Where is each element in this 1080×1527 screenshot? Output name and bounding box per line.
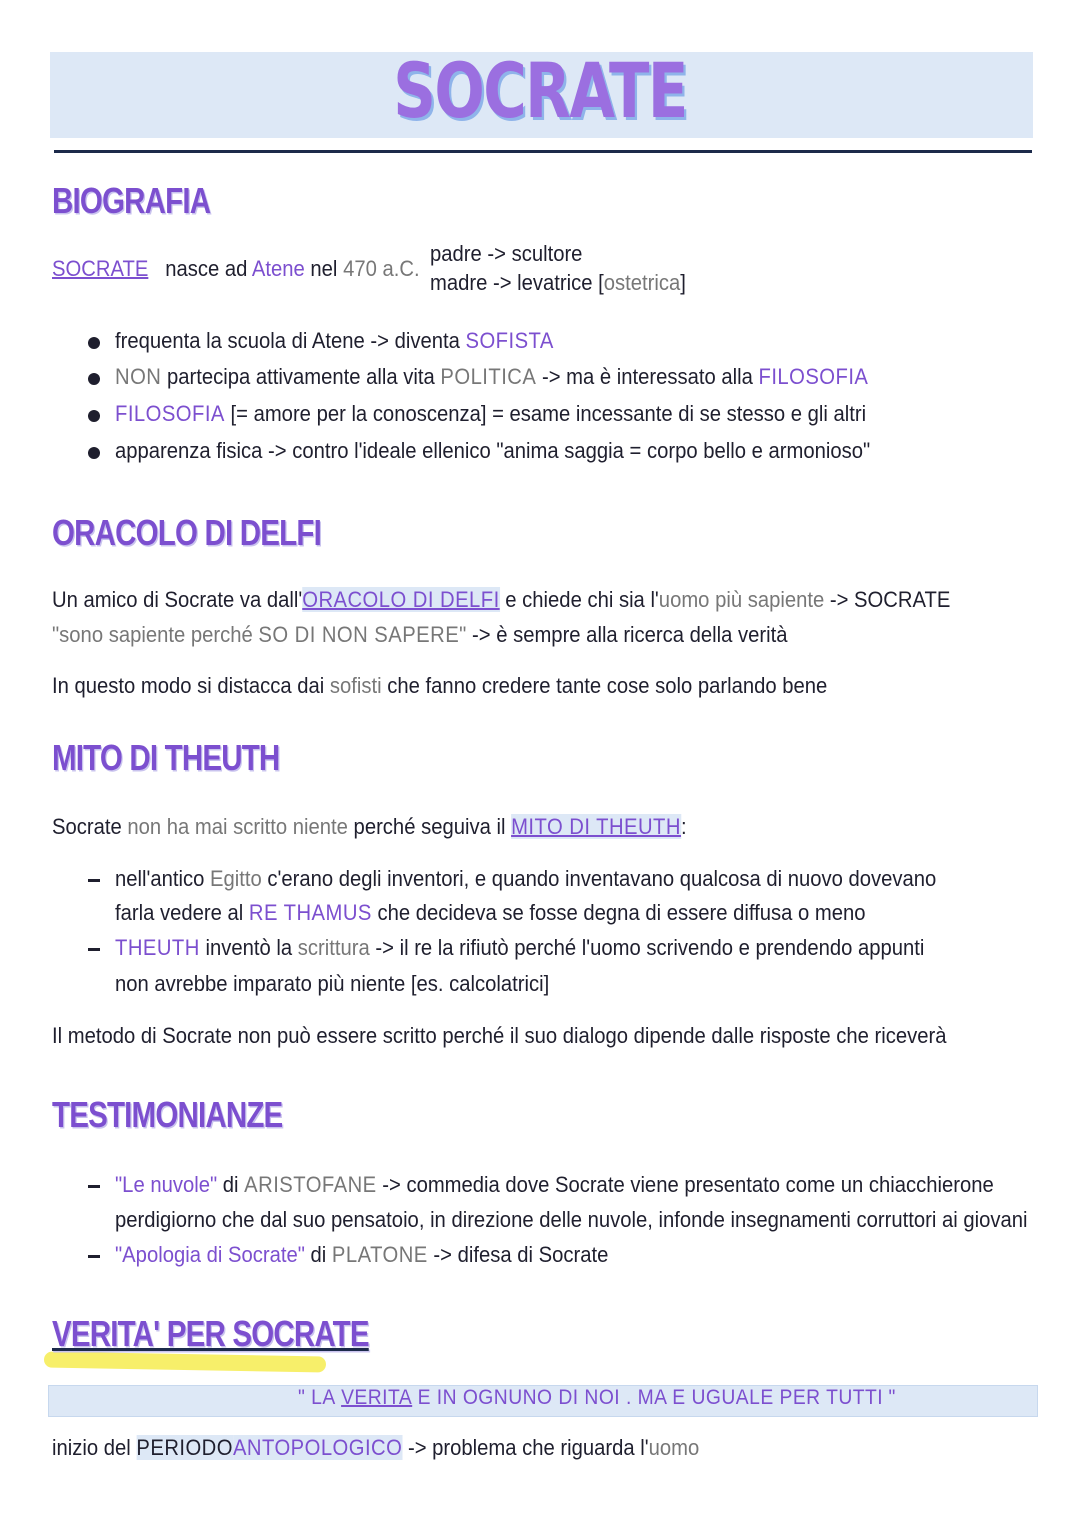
mito-dash-2a: [115, 935, 924, 961]
mito-dash-2b: non avrebbe imparato più niente [es. calcolatrici]: [115, 971, 550, 996]
term-uomo-sapiente: uomo più sapiente: [658, 587, 825, 612]
bio-bullet-2-text: partecipa attivamente alla vita: [166, 364, 435, 389]
heading-verita-text: VERITA' PER SOCRATE: [52, 1313, 369, 1354]
quote-close: ": [459, 622, 467, 647]
mito-dash-1b-text2: che decideva se fosse degna di essere diffusa o meno: [377, 900, 866, 925]
page-title: SOCRATE: [393, 46, 687, 135]
bio-bullet-2: [115, 364, 868, 390]
heading-verita: [52, 1313, 438, 1355]
subject-socrate: SOCRATE: [52, 256, 149, 281]
term-non-scritto: non ha mai scritto niente: [127, 814, 348, 839]
mito-dash-1b: [115, 900, 865, 926]
verita-last-text: inizio del: [52, 1435, 131, 1460]
bio-bullet-1: [115, 328, 554, 354]
oracolo-line-2: [52, 622, 788, 648]
testimonianze-di: di: [310, 1242, 327, 1267]
term-filosofia: FILOSOFIA: [758, 364, 869, 389]
term-filosofia: FILOSOFIA: [115, 401, 225, 426]
work-le-nuvole: "Le nuvole": [115, 1172, 218, 1197]
mito-line-1: [52, 814, 687, 840]
parent-mother-close: ]: [680, 270, 686, 295]
term-scrittura: scrittura: [297, 935, 370, 960]
heading-mito: [52, 737, 329, 779]
heading-testimonianze: [52, 1094, 333, 1136]
oracolo-line-1: [52, 587, 950, 613]
parent-mother-text: madre -> levatrice [: [430, 270, 604, 295]
heading-oracolo: [52, 512, 380, 554]
oracolo-line-1-text: Un amico di Socrate va dall': [52, 587, 303, 612]
heading-mito-text: MITO DI THEUTH: [52, 737, 280, 778]
oracolo-line-3: [52, 673, 827, 699]
bio-intro-text2: nel: [310, 256, 338, 281]
bio-intro: [52, 256, 420, 282]
birth-year: 470 a.C.: [343, 256, 420, 281]
oracolo-answer: -> SOCRATE: [829, 587, 951, 612]
bio-bullet-3-text: [= amore per la conoscenza] = esame incessante di se stesso e gli altri: [230, 401, 867, 426]
term-re-thamus: RE THAMUS: [248, 900, 372, 925]
term-periodo: PERIODO: [136, 1435, 233, 1460]
term-mito-theuth: MITO DI THEUTH: [511, 814, 681, 839]
term-so-di-non-sapere: SO DI NON SAPERE: [258, 622, 460, 647]
work-apologia: "Apologia di Socrate": [115, 1242, 305, 1267]
mito-dash-1a: [115, 866, 936, 892]
bio-bullet-3: [115, 401, 866, 427]
term-egitto: Egitto: [210, 866, 262, 891]
place-atene: Atene: [251, 256, 305, 281]
quote-sapiente: "sono sapiente perché: [52, 622, 253, 647]
mito-dash-2a-text: inventò la: [205, 935, 293, 960]
testimonianze-dash-1a: [115, 1172, 994, 1198]
term-sofista: SOFISTA: [465, 328, 554, 353]
bio-bullet-4: apparenza fisica -> contro l'ideale ellenico "anima saggia = corpo bello e armonioso": [115, 438, 871, 463]
term-oracolo: ORACOLO DI DELFI: [302, 587, 500, 612]
dash-marker: [88, 948, 100, 951]
term-uomo: uomo: [648, 1435, 700, 1460]
bio-bullet-1-text: frequenta la scuola di Atene -> diventa: [115, 328, 460, 353]
oracolo-line-1-text2: e chiede chi sia l': [505, 587, 659, 612]
mito-dash-1a-text2: c'erano degli inventori, e quando inventavano qualcosa di nuovo dovevano: [267, 866, 937, 891]
mito-line-1-text: Socrate: [52, 814, 122, 839]
bullet-dot: [88, 337, 100, 349]
testimonianze-dash-1a-text: -> commedia dove Socrate viene presentato come un chiacchierone: [382, 1172, 994, 1197]
dash-marker: [88, 879, 100, 882]
term-non: NON: [115, 364, 162, 389]
heading-testimonianze-text: TESTIMONIANZE: [52, 1094, 283, 1135]
term-sofisti: sofisti: [329, 673, 382, 698]
bio-intro-text1: nasce ad: [165, 256, 248, 281]
testimonianze-dash-2: [115, 1242, 608, 1268]
author-platone: PLATONE: [331, 1242, 428, 1267]
mito-line-1-text2: perché seguiva il: [353, 814, 506, 839]
author-aristofane: ARISTOFANE: [244, 1172, 377, 1197]
bullet-dot: [88, 373, 100, 385]
title-divider: [54, 150, 1032, 153]
oracolo-line-3-text2: che fanno credere tante cose solo parlando bene: [387, 673, 828, 698]
quote-close-mark: ": [888, 1386, 896, 1409]
term-politica: POLITICA: [440, 364, 537, 389]
mito-dash-2a-text2: -> il re la rifiutò perché l'uomo scrivendo e prendendo appunti: [375, 935, 925, 960]
parent-mother-note: ostetrica: [603, 270, 681, 295]
verita-last-text2: -> problema che riguarda l': [407, 1435, 649, 1460]
verita-last-line: [52, 1435, 699, 1461]
mito-dash-1a-text: nell'antico: [115, 866, 205, 891]
dash-marker: [88, 1255, 100, 1258]
parent-father: padre -> scultore: [430, 241, 583, 266]
mito-line-2: Il metodo di Socrate non può essere scritto perché il suo dialogo dipende dalle risposte che riceverà: [52, 1023, 947, 1048]
oracolo-line-3-text: In questo modo si distacca dai: [52, 673, 325, 698]
testimonianze-dash-1b: perdigiorno che dal suo pensatoio, in direzione delle nuvole, infonde insegnamenti corruttori ai giovani: [115, 1207, 1028, 1232]
quote-body: E IN OGNUNO DI NOI . MA E UGUALE PER TUTTI: [417, 1386, 884, 1409]
bio-bullet-2-text2: -> ma è interessato alla: [541, 364, 753, 389]
parent-mother: [430, 270, 686, 296]
term-theuth: THEUTH: [115, 935, 200, 960]
oracolo-line-2-text: -> è sempre alla ricerca della verità: [472, 622, 788, 647]
heading-biografia-text: BIOGRAFIA: [52, 180, 211, 221]
bullet-dot: [88, 410, 100, 422]
testimonianze-di: di: [222, 1172, 239, 1197]
quote-verita: VERITA: [341, 1386, 413, 1409]
dash-marker: [88, 1185, 100, 1188]
verita-quote: [298, 1386, 895, 1410]
term-antropologico: ANTOPOLOGICO: [232, 1435, 403, 1460]
mito-colon: :: [680, 814, 687, 839]
bullet-dot: [88, 447, 100, 459]
quote-open: " LA: [298, 1386, 336, 1409]
heading-oracolo-text: ORACOLO DI DELFI: [52, 512, 321, 553]
heading-biografia: [52, 180, 245, 222]
mito-dash-1b-text: farla vedere al: [115, 900, 244, 925]
testimonianze-dash-2-text: -> difesa di Socrate: [433, 1242, 609, 1267]
